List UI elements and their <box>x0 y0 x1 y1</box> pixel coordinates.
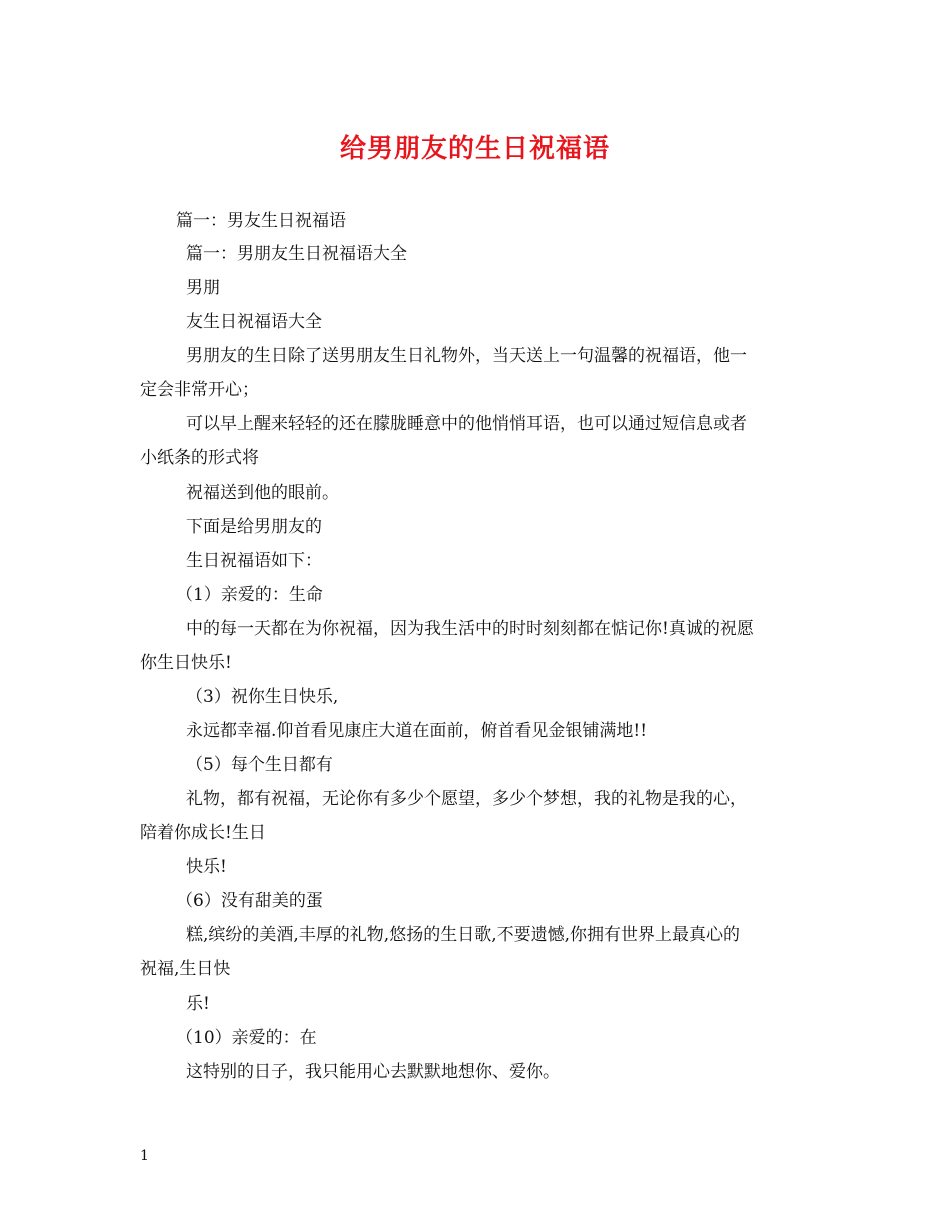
text-line: 友生日祝福语大全 <box>186 312 322 332</box>
text-line: 中的每一天都在为你祝福，因为我生活中的时时刻刻都在惦记你!真诚的祝愿 <box>186 619 754 639</box>
text-line: 篇一：男朋友生日祝福语大全 <box>186 244 407 264</box>
text-line: 永远都幸福.仰首看见康庄大道在面前，俯首看见金银铺满地!! <box>186 721 648 741</box>
text-line: 这特别的日子，我只能用心去默默地想你、爱你。 <box>186 1062 560 1082</box>
text-line: 定会非常开心； <box>140 380 259 400</box>
page-number: 1 <box>140 1148 149 1164</box>
text-line: 小纸条的形式将 <box>140 448 259 468</box>
document-title: 给男朋友的生日祝福语 <box>339 134 610 164</box>
text-line: （6）没有甜美的蛋 <box>176 891 323 911</box>
text-line: 下面是给男朋友的 <box>186 517 322 537</box>
text-line: 糕,缤纷的美酒,丰厚的礼物,悠扬的生日歌,不要遗憾,你拥有世界上最真心的 <box>186 925 741 945</box>
text-line: 生日祝福语如下： <box>186 551 322 571</box>
text-line: （1）亲爱的：生命 <box>176 585 323 605</box>
text-line: 男朋友的生日除了送男朋友生日礼物外，当天送上一句温馨的祝福语，他一 <box>186 346 747 366</box>
text-line: 祝福,生日快 <box>140 959 231 979</box>
text-line: 男朋 <box>186 278 220 298</box>
text-line: 你生日快乐! <box>140 653 232 673</box>
text-line: 祝福送到他的眼前。 <box>186 483 339 503</box>
text-line: 快乐! <box>186 857 227 877</box>
text-line: 礼物，都有祝福，无论你有多少个愿望，多少个梦想，我的礼物是我的心， <box>186 789 747 809</box>
text-line: （5）每个生日都有 <box>186 755 333 775</box>
text-line: （3）祝你生日快乐, <box>186 687 339 707</box>
text-line: 陪着你成长!生日 <box>140 823 266 843</box>
text-line: 篇一：男友生日祝福语 <box>176 211 346 231</box>
text-line: （10）亲爱的：在 <box>176 1028 317 1048</box>
text-line: 乐! <box>186 994 210 1014</box>
text-line: 可以早上醒来轻轻的还在朦胧睡意中的他悄悄耳语，也可以通过短信息或者 <box>186 414 747 434</box>
